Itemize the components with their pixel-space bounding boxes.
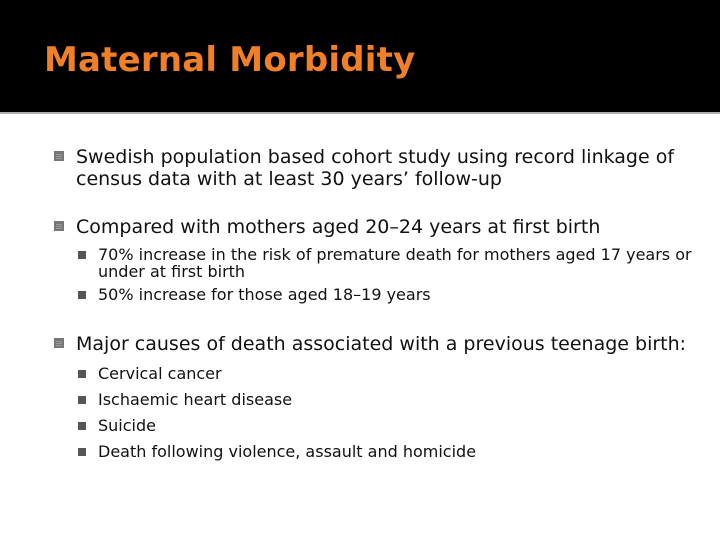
sub-bullet-item [74,417,692,434]
sub-bullet-list [74,365,692,460]
bullet-text: Swedish population based cohort study using record linkage of census data with at least 30 years’ follow-up [76,146,675,190]
sub-bullet-item [74,246,692,280]
sub-bullet-text: Cervical cancer [98,364,222,383]
bullet-item [52,216,692,238]
sub-bullet-item [74,365,692,382]
sub-bullet-list [74,246,692,303]
sub-bullet-text: Ischaemic heart disease [98,390,293,409]
bullet-item [52,333,692,355]
square-bullet-icon [54,221,64,231]
bullet-text: Compared with mothers aged 20–24 years at first birth [76,216,601,238]
sub-bullet-text: 70% increase in the risk of premature death for mothers aged 17 years or under at first birth [98,245,692,281]
square-bullet-icon [78,291,86,299]
square-bullet-icon [54,338,64,348]
square-bullet-icon [78,370,86,378]
square-bullet-icon [78,448,86,456]
bullet-item [52,146,692,190]
sub-bullet-item [74,443,692,460]
sub-bullet-text: 50% increase for those aged 18–19 years [98,285,431,304]
sub-bullet-item [74,391,692,408]
sub-bullet-item [74,286,692,303]
bullet-text: Major causes of death associated with a previous teenage birth: [76,333,687,355]
slide-title: Maternal Morbidity [44,40,416,80]
square-bullet-icon [78,396,86,404]
sub-bullet-text: Death following violence, assault and homicide [98,442,477,461]
square-bullet-icon [78,251,86,259]
square-bullet-icon [78,422,86,430]
sub-bullet-text: Suicide [98,416,156,435]
title-bar [0,0,720,114]
square-bullet-icon [54,151,64,161]
slide-content [52,146,692,490]
